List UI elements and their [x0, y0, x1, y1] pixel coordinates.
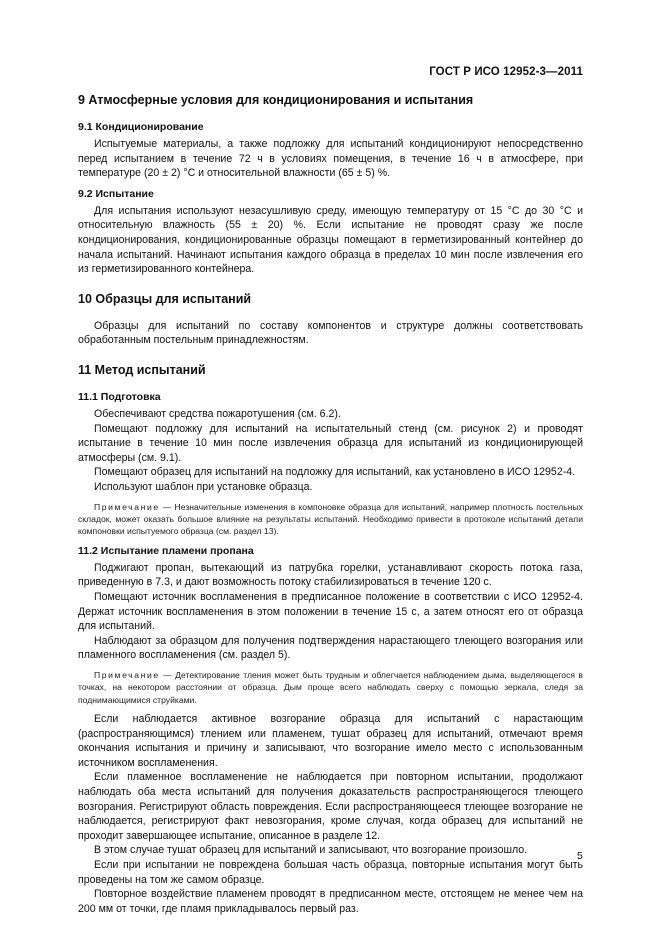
paragraph: Если при испытании не повреждена большая часть образца, повторные испытания могут быть проведены на том же самом образце. [78, 859, 583, 886]
note-label: Примечание [94, 669, 160, 680]
note-11-1 [78, 501, 583, 538]
paragraph: Помещают образец для испытаний на подложку для испытаний, как установлено в ИСО 12952-4. [94, 466, 576, 479]
note-11-2 [78, 669, 583, 706]
paragraph: Используют шаблон при установке образца. [94, 480, 313, 493]
section-10-heading: 10 Образцы для испытаний [78, 291, 252, 306]
note-text: — Незначительные изменения в компоновке образца для испытаний, например плотность постельных складок, может оказать большое влияние на результаты испытаний. Необходимо привести в протоколе испытаний детали компоновки испытуемого образца (см. раздел 13). [78, 501, 583, 537]
subsection-11-2-heading: 11.2 Испытание пламени пропана [78, 544, 254, 557]
page-content [78, 92, 583, 916]
note-label: Примечание [94, 501, 160, 512]
paragraph: Наблюдают за образцом для получения подтверждения нарастающего тлеющего возгорания или пламенного воспламенения (см. раздел 5). [78, 634, 583, 662]
subsection-9-1-heading: 9.1 Кондиционирование [78, 121, 204, 133]
page-number: 5 [577, 850, 583, 862]
section-10-text: Образцы для испытаний по составу компонентов и структуре должны соответствовать обработанным постельным принадлежностям. [78, 319, 583, 347]
paragraph: Помещают источник воспламенения в предписанное положение в соответствии с ИСО 12952-4. Держат источник воспламенения в этом положении в течение 15 с, а затем относят его от образца для испытаний. [78, 590, 583, 633]
subsection-9-1-text: Испытуемые материалы, а также подложку для испытаний кондиционируют непосредственно перед испытанием в течение 72 ч в условиях помещения, в течение 16 ч в атмосфере, при температуре (20 ± 2) °С и относительной влажности (65 ± 5) %. [78, 138, 583, 180]
paragraph: Обеспечивают средства пожаротушения (см. 6.2). [94, 407, 341, 420]
section-11-heading: 11 Метод испытаний [78, 362, 206, 377]
subsection-9-2-text: Для испытания используют незасушливую среду, имеющую температуру от 15 °С до 30 °С и относительную влажность (55 ± 20) %. Если испытание не проводят сразу же после кондиционирования, кондиционированные образцы помещают в герметизированный контейнер до начала испытаний. Начинают испытания каждого образца в пределах 10 мин после извлечения его из герметизированного контейнера. [78, 204, 583, 276]
paragraph: В этом случае тушат образец для испытаний и записывают, что возгорание произошло. [94, 844, 528, 857]
paragraph: Если наблюдается активное возгорание образца для испытаний с нарастающим (распространяющимся) тлением или пламенем, тушат образец для испытаний, отмечают время окончания испытания и причину и записывают, что возгорание имело место с использованным источником воспламенения. [78, 713, 583, 769]
subsection-11-1-heading: 11.1 Подготовка [78, 390, 161, 403]
paragraph: Поджигают пропан, вытекающий из патрубка горелки, устанавливают скорость потока газа, приведенную в 7.3, и дают возможность потоку стабилизироваться в течение 120 с. [78, 561, 583, 589]
paragraph: Если пламенное воспламенение не наблюдается при повторном испытании, продолжают наблюдать оба места испытаний для получения доказательств распространяющегося тлеющего возгорания. Регистрируют область повреждения. Если распространяющееся тлеющее возгорание не наблюдается, регистрируют факт невозгорания, кроме случая, когда образец для испытаний не проходит завершающее испытание, описанное в разделе 12. [78, 771, 583, 842]
document-code-header: ГОСТ Р ИСО 12952-3—2011 [429, 66, 583, 78]
note-text: — Детектирование тления может быть трудным и облегчается наблюдением дыма, выделяющегося в точках, на некотором расстоянии от образца. Дым проще всего наблюдать сверху с помощью зеркала, следя за поднимающимися струйками. [78, 669, 583, 705]
subsection-9-2-heading: 9.2 Испытание [78, 187, 154, 200]
section-9-heading: 9 Атмосферные условия для кондиционирования и испытания [78, 93, 474, 107]
paragraph: Помещают подложку для испытаний на испытательный стенд (см. рисунок 2) и проводят испытание в течение 10 мин после извлечения образца для испытаний из кондиционирующей атмосферы (см. 9.1). [78, 422, 583, 464]
paragraph: Повторное воздействие пламенем проводят в предписанном месте, отстоящем не менее чем на 200 мм от точки, где пламя прикладывалось первый раз. [78, 888, 583, 915]
